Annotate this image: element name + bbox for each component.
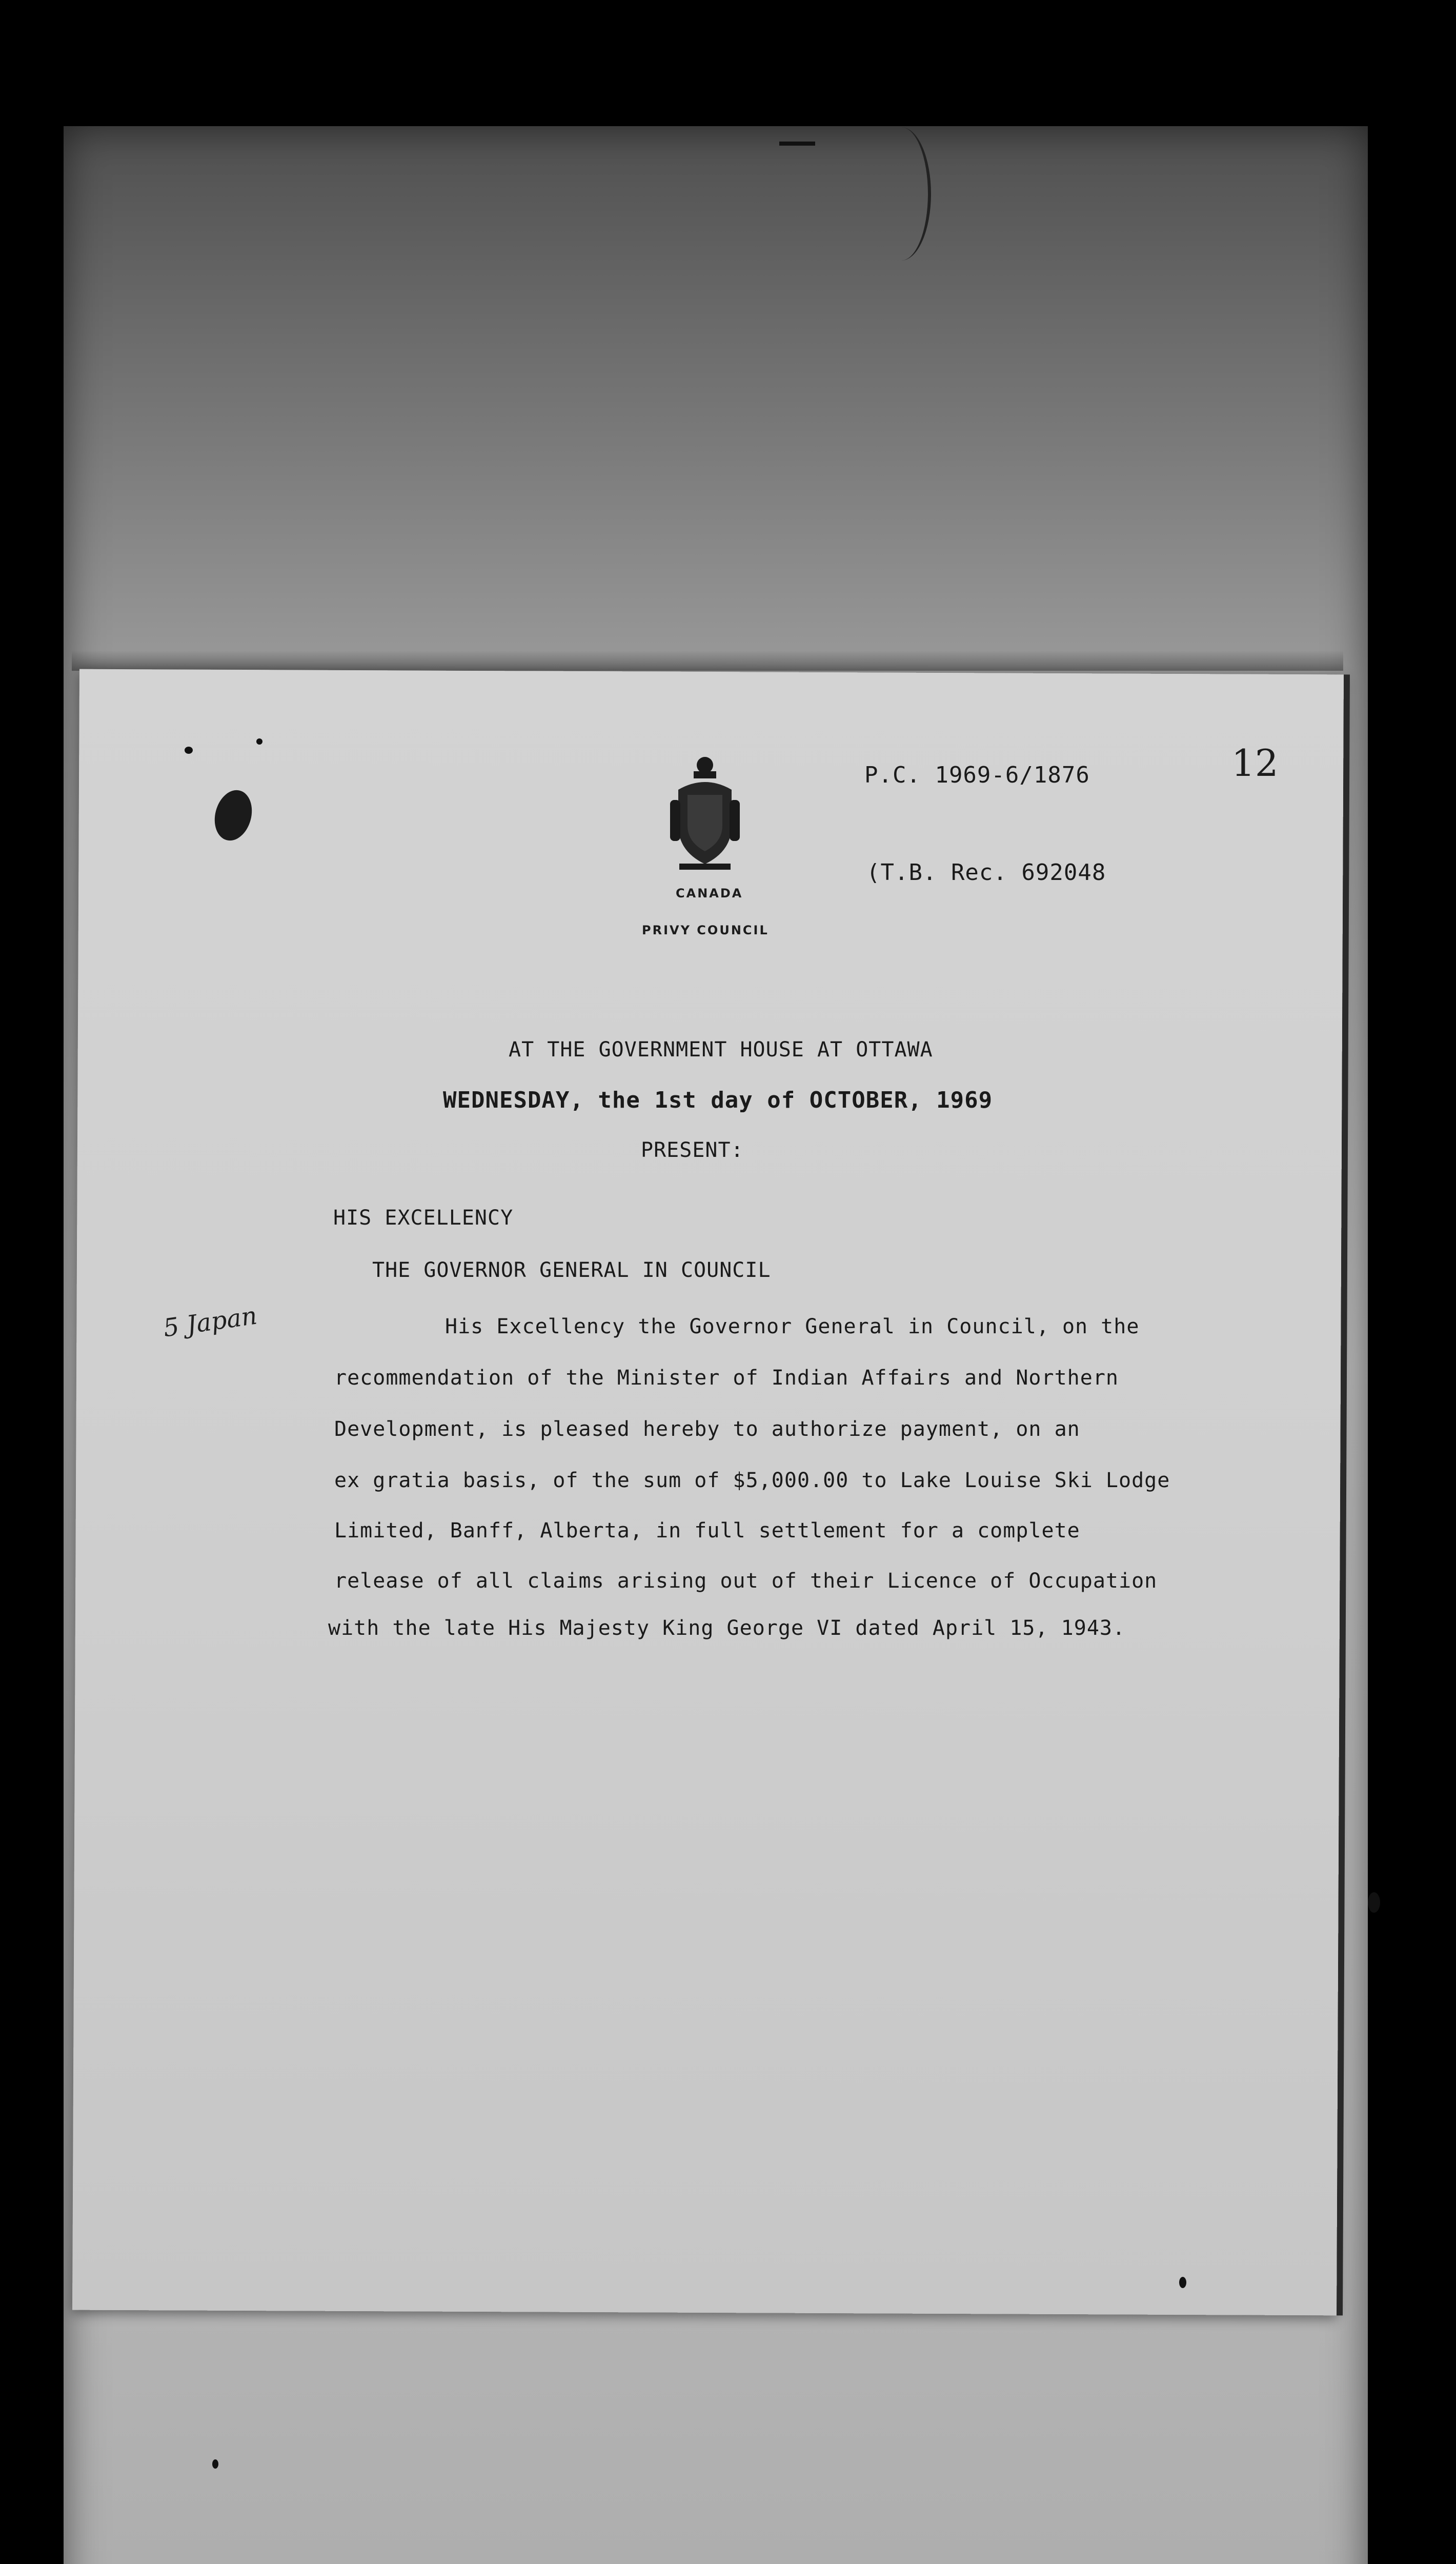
- body-line: with the late His Majesty King George VI dated April 15, 1943.: [328, 1616, 1126, 1640]
- dust-speck: [1368, 1892, 1380, 1913]
- body-line: recommendation of the Minister of Indian Affairs and Northern: [334, 1366, 1119, 1390]
- page-edge-shadow: [72, 650, 1343, 671]
- body-line: release of all claims arising out of their Licence of Occupation: [334, 1569, 1158, 1593]
- body-line: Development, is pleased hereby to authorize payment, on an: [334, 1417, 1080, 1441]
- order-in-council-page: [72, 669, 1344, 2316]
- crest-office: PRIVY COUNCIL: [642, 923, 769, 937]
- handwritten-margin-note: 5 Japan: [161, 1301, 259, 1343]
- salutation-line-2: THE GOVERNOR GENERAL IN COUNCIL: [372, 1258, 771, 1282]
- salutation-line-1: HIS EXCELLENCY: [333, 1206, 514, 1230]
- page-number: 12: [1231, 742, 1279, 785]
- top-film-mark: [779, 142, 815, 146]
- dust-speck: [212, 2459, 218, 2469]
- meeting-date: WEDNESDAY, the 1st day of OCTOBER, 1969: [443, 1087, 993, 1113]
- body-line: His Excellency the Governor General in Council, on the: [445, 1315, 1140, 1338]
- tb-recommendation: (T.B. Rec. 692048: [866, 859, 1106, 886]
- body-line: ex gratia basis, of the sum of $5,000.00 to Lake Louise Ski Lodge: [334, 1469, 1170, 1492]
- meeting-location: AT THE GOVERNMENT HOUSE AT OTTAWA: [509, 1038, 933, 1061]
- present-label: PRESENT:: [641, 1138, 744, 1162]
- dust-speck: [185, 747, 193, 754]
- coat-of-arms-icon: [669, 754, 741, 879]
- dust-speck: [256, 738, 262, 745]
- pc-reference: P.C. 1969-6/1876: [864, 762, 1090, 788]
- body-line: Limited, Banff, Alberta, in full settlement for a complete: [334, 1519, 1080, 1543]
- pen-stroke-mark: [872, 127, 931, 261]
- dust-speck: [1179, 2277, 1186, 2288]
- crest-country: CANADA: [676, 886, 743, 900]
